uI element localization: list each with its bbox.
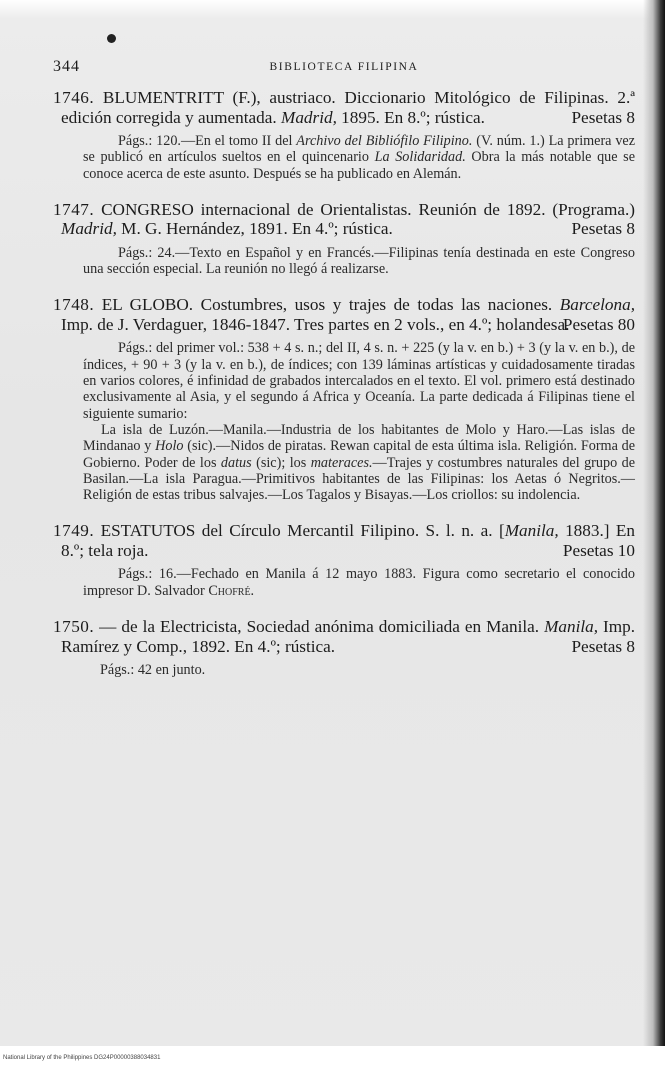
note-text: Págs.: 120.—En el tomo II del [118,133,293,149]
entry-number: 1747. [53,199,95,219]
entry-1747 [53,200,635,278]
entry-text-cont: 1895. En 8.º; rústica. [341,107,485,127]
note-italic: Holo [155,438,184,455]
entry-text: — de la Electricista, Sociedad anónima domiciliada en Manila. [99,617,540,637]
entry-price: Pesetas 80 [562,314,635,334]
page-content [53,58,635,696]
note-summary [83,422,635,503]
entry-note [73,662,635,678]
note-text: Págs.: 42 en junto. [100,662,206,679]
entry-text: CONGRESO internacional de Orientalistas. Reunión de 1892. (Programa.) [101,199,635,219]
entry-text: ESTATUTOS del Círculo Mercantil Filipino. S. l. n. a. [ [100,521,505,541]
entry-text-cont: Imp. de J. Verdaguer, 1846-1847. Tres partes en 2 vols., en 4.º; holandesa. [61,314,570,334]
entry-note [83,340,635,503]
note-text: (sic); los [256,454,307,471]
note-text: (V. núm. 1.) La primera vez se publicó en artículos sueltos en el quincenario [83,133,636,166]
entry-text-cont: M. G. Hernández, 1891. En 4.º; rústica. [121,219,393,239]
entry-main-text [53,521,635,560]
entry-number: 1750. [53,617,95,637]
running-head: BIBLIOTECA FILIPINA [269,61,419,73]
entry-note [83,245,635,278]
entry-1750 [53,617,635,678]
entry-place: Barcelona, [559,295,636,315]
entry-place: Manila, [544,617,599,637]
entry-place: Madrid, [281,107,337,127]
note-text: Págs.: del primer vol.: 538 + 4 s. n.; del II, 4 s. n. + 225 (y la v. en b.) + 3 (y la v. en b.), de índices, + 90 + 3 (y la v. en b.), de índices; con 139 láminas artísticas y cuidadosamente tiradas en varios colores, é infinidad de grabados intercalados en el texto. El vol. primero está destinado exclusivamente al Asia, y el segundo á Africa y Oceanía. La parte dedicada á Filipinas tiene el siguiente sumario: [83,340,635,422]
note-italic: materaces. [310,454,373,471]
entry-main-text [53,88,635,127]
note-italic: datus [220,454,252,471]
note-text: —Trajes y costumbres naturales del grupo de Basilan.—La isla Paragua.—Primitivos habitantes de las Filipinas: los Aetas ó Negritos.—Religión de estas tribus salvajes.—Los Tagalos y Bisayas.—Los criollos: su indolencia. [83,454,636,504]
entry-text: BLUMENTRITT (F.), austriaco. Diccionario Mitológico de Filipinas. 2.ª edición corregida y aumentada. [61,88,635,127]
entry-main-text [53,295,635,334]
entry-1746 [53,88,635,182]
entry-place: Manila, [504,521,559,541]
note-text: Págs.: 16.—Fechado en Manila á 12 mayo 1883. Figura como secretario el conocido impresor D. Salvador [83,566,635,599]
source-footer: National Library of the Philippines DG24P00000388034831 [3,1055,161,1061]
note-name: Chofré. [208,582,255,599]
entry-main-text [53,617,635,656]
entry-note [83,566,635,599]
entry-place: Madrid, [61,219,117,239]
note-text: La isla de Luzón.—Manila.—Industria de los habitantes de Molo y Haro.—Las islas de Mindanao y [83,421,635,455]
entry-price: Pesetas 8 [571,107,635,127]
entry-note [83,133,635,182]
page-header [53,58,635,80]
page-number: 344 [53,58,80,75]
note-title: Archivo del Bibliófilo Filipino. [296,133,473,149]
page-top-edge [0,0,665,18]
page-binding-shadow [643,0,665,1066]
entry-number: 1748. [53,295,95,315]
entry-number: 1749. [53,521,95,541]
entry-1748 [53,295,635,503]
entry-price: Pesetas 8 [571,219,635,239]
note-title: La Solidaridad. [374,149,466,166]
note-text: Págs.: 24.—Texto en Español y en Francés.—Filipinas tenía destinada en este Congreso una sección especial. La reunión no llegó á realizarse. [83,244,635,278]
entry-text-cont: 1883.] En 8.º; tela roja. [61,521,635,560]
entry-number: 1746. [53,88,95,107]
ink-blot [107,34,116,43]
entry-1749 [53,521,635,599]
entry-price: Pesetas 10 [562,540,635,560]
entry-main-text [53,200,635,239]
entry-text-cont: Imp. Ramírez y Comp., 1892. En 4.º; rústica. [61,617,636,656]
note-text: (sic).—Nidos de piratas. Rewan capital de esta última isla. Religión. Forma de Gobierno. Poder de los [83,438,636,471]
entry-text: EL GLOBO. Costumbres, usos y trajes de todas las naciones. [101,295,553,315]
entry-price: Pesetas 8 [571,636,635,656]
note-text: Obra la más notable que se conoce acerca de este asunto. Después se ha publicado en Alemán. [83,149,635,182]
